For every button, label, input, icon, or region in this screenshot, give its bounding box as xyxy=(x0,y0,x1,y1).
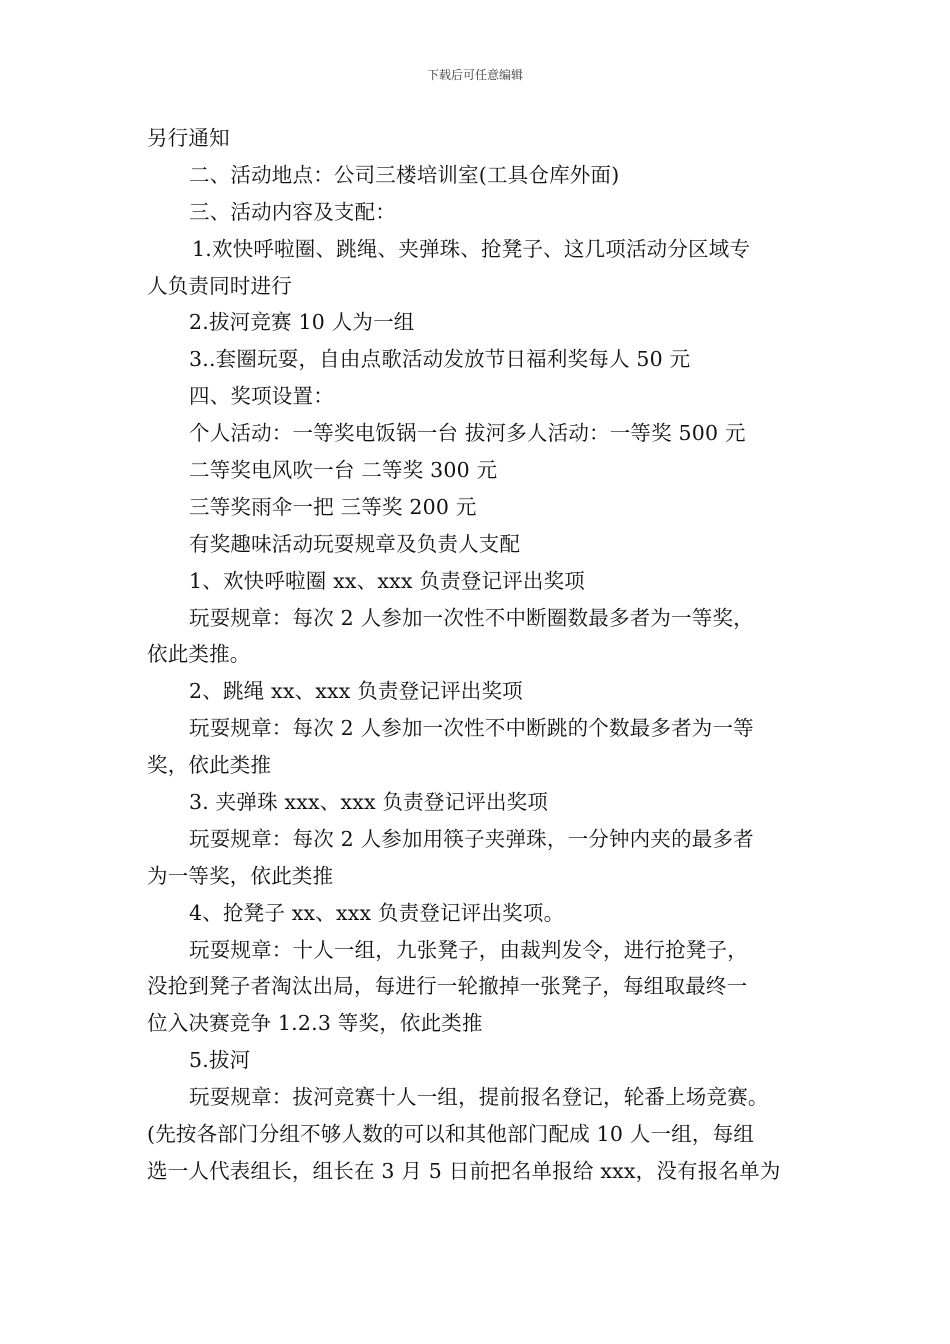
text-line: 选一人代表组长，组长在 3 月 5 日前把名单报给 xxx，没有报名单为 xyxy=(147,1158,781,1183)
page-header: 下载后可任意编辑 xyxy=(426,68,523,82)
text-line: 4、抢凳子 xx、xxx 负责登记评出奖项。 xyxy=(189,900,565,925)
text-line: 玩耍规章：拔河竞赛十人一组，提前报名登记，轮番上场竞赛。 xyxy=(189,1085,769,1110)
text-line: 玩耍规章：每次 2 人参加一次性不中断跳的个数最多者为一等 xyxy=(189,716,754,741)
text-line: 没抢到凳子者淘汰出局，每进行一轮撤掉一张凳子，每组取最终一 xyxy=(147,974,748,999)
text-line: 玩耍规章：每次 2 人参加一次性不中断圈数最多者为一等奖， xyxy=(189,605,754,630)
text-line: 个人活动：一等奖电饭锅一台 拔河多人活动：一等奖 500 元 xyxy=(189,421,746,446)
section-heading: 三、活动内容及支配： xyxy=(189,199,396,224)
text-line: 1.欢快呼啦圈、跳绳、夹弹珠、抢凳子、这几项活动分区域专 xyxy=(192,236,751,261)
section-heading: 二、活动地点：公司三楼培训室(工具仓库外面) xyxy=(189,162,620,187)
text-line: 5.拔河 xyxy=(189,1048,251,1073)
text-line: 位入决赛竞争 1.2.3 等奖，依此类推 xyxy=(147,1011,483,1036)
section-heading: 四、奖项设置： xyxy=(189,384,334,409)
text-line: 为一等奖，依此类推 xyxy=(147,863,334,888)
text-line: 有奖趣味活动玩耍规章及负责人支配 xyxy=(189,531,521,556)
text-line: 三等奖雨伞一把 三等奖 200 元 xyxy=(189,494,477,519)
text-line: 二等奖电风吹一台 二等奖 300 元 xyxy=(189,458,498,483)
text-line: 奖，依此类推 xyxy=(147,753,272,778)
text-line: 3..套圈玩耍，自由点歌活动发放节日福利奖每人 50 元 xyxy=(189,347,691,372)
text-line: (先按各部门分组不够人数的可以和其他部门配成 10 人一组，每组 xyxy=(147,1122,755,1147)
document-body xyxy=(147,120,827,1190)
text-line: 依此类推。 xyxy=(147,642,251,667)
text-line: 2.拔河竞赛 10 人为一组 xyxy=(189,310,415,335)
text-line: 人负责同时进行 xyxy=(147,273,292,298)
text-line: 玩耍规章：每次 2 人参加用筷子夹弹珠，一分钟内夹的最多者 xyxy=(189,826,754,851)
text-line: 1、欢快呼啦圈 xx、xxx 负责登记评出奖项 xyxy=(189,568,585,593)
text-line: 另行通知 xyxy=(147,126,230,150)
text-line: 2、跳绳 xx、xxx 负责登记评出奖项 xyxy=(189,679,523,704)
text-line: 3. 夹弹珠 xxx、xxx 负责登记评出奖项 xyxy=(189,790,549,815)
text-line: 玩耍规章：十人一组，九张凳子，由裁判发令，进行抢凳子， xyxy=(189,937,748,962)
